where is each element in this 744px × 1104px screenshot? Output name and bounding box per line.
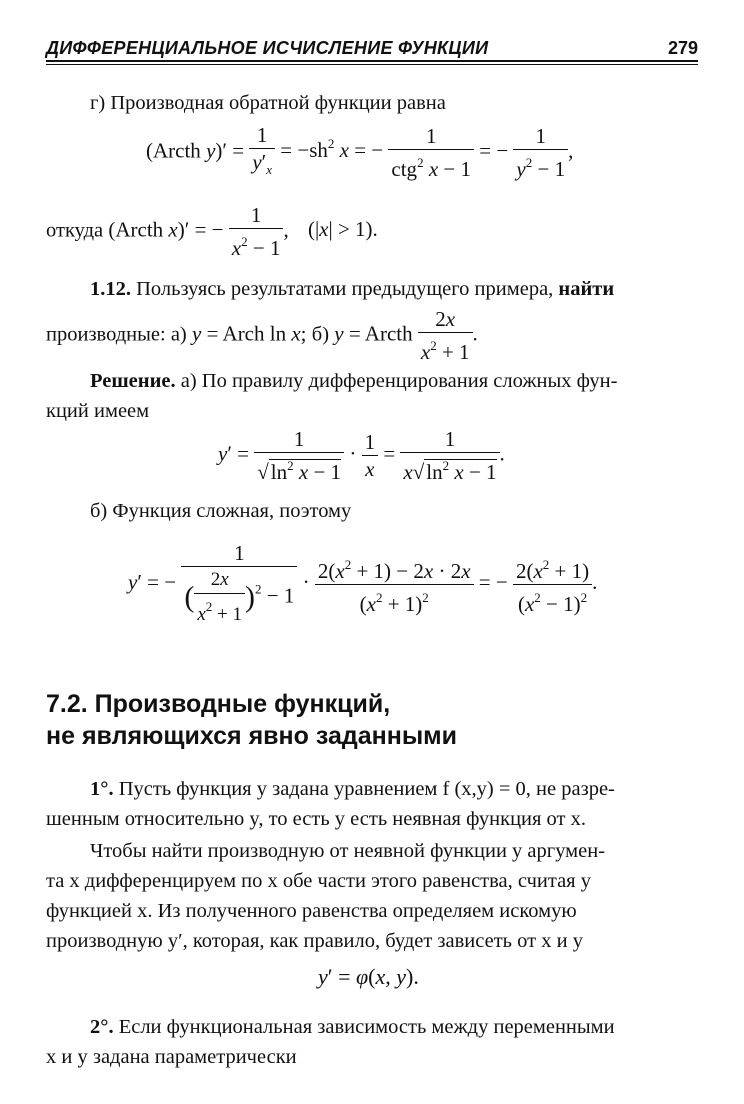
fraction: $\frac{1}{y^2 - 1}$ (513, 123, 568, 182)
paragraph-1-line1: 1°. Пусть функция y задана уравнением f (x,y) = 0, не разре- (90, 778, 615, 800)
paragraph-2-line4: производную y′, которая, как правило, будет зависеть от x и y (46, 930, 583, 952)
header-rule-thin (46, 64, 698, 65)
solution-label: Решение. (90, 370, 176, 392)
fraction: $\frac{1}{ctg^2 x - 1}$ (388, 123, 474, 182)
formula-solution-a: y′ = $\frac{1}{√\ln^2 x - 1}$ · $\frac{1}{x}$ = $\frac{1}{x√\ln^2 x - 1}$ . (218, 427, 505, 484)
result-prefix: откуда (46, 219, 104, 242)
section-title-line1: Производные функций, (94, 690, 391, 718)
paragraph-2-line3: функцией x. Из полученного равенства определяем искомую (46, 900, 577, 922)
formula-lhs: (Arcth y)′ = (146, 138, 245, 163)
fraction: $\frac{1}{y'_x}$ (249, 122, 275, 183)
fraction: $\frac{1}{√\ln^2 x - 1}$ (254, 426, 344, 485)
running-header-title: ДИФФЕРЕНЦИАЛЬНОЕ ИСЧИСЛЕНИЕ ФУНКЦИИ (46, 38, 489, 58)
task-keyword: найти (558, 278, 615, 300)
fraction: $\frac{1}{x}$ (362, 429, 379, 482)
fraction: $\frac{2(x^2 + 1) - 2x \cdot 2x}{(x^2 + 1)^2}$ (315, 552, 474, 617)
result-condition: (|x| > 1). (307, 217, 378, 242)
formula-a: y = Arch ln x; (192, 321, 307, 346)
solution-b-text: б) Функция сложная, поэтому (90, 500, 352, 522)
paragraph-2-line1: Чтобы найти производную от неявной функции y аргумен- (90, 840, 606, 862)
fraction: $\frac{1}{x^2 - 1}$ (229, 202, 284, 261)
section-number: 7.2. (46, 690, 88, 718)
paragraph-number: 1°. (90, 778, 114, 800)
running-header (46, 36, 698, 66)
page-number: 279 (667, 38, 698, 58)
paragraph-2-line2: та x дифференцируем по x обе части этого равенства, считая y (46, 870, 591, 892)
fraction: $\frac{2(x^2 + 1)}{(x^2 - 1)^2}$ (513, 552, 592, 617)
fraction: 1 ( $\frac{2x}{x^2 + 1}$ )$^2$ − 1 (181, 540, 297, 628)
example-112-line2: производные: а) y = Arch ln x; б) y = Arcth $\frac{2x}{x^2 + 1}$ . (46, 307, 478, 364)
paragraph-3-line1: 2°. Если функциональная зависимость между переменными (90, 1016, 615, 1038)
formula-solution-b: y′ = − 1 ( $\frac{2x}{x^2 + 1}$ )$^2$ − 1 · $\frac{2(x^2 + 1) - 2x \cdot 2x}{(x^2 + 1)^2}$ = − $\frac{2(x^2 + 1)}{(x^2 - 1)^2}$ . (128, 540, 597, 628)
paragraph-3-line2: x и y задана параметрически (46, 1046, 297, 1068)
header-rule (46, 60, 698, 62)
solution-line1: Решение. а) По правилу дифференцирования сложных фун- (90, 370, 618, 392)
section-title-line2: не являющихся явно заданными (46, 722, 458, 750)
formula-b: y = Arcth (334, 321, 413, 346)
formula-arcth-result: откуда (Arcth x)′ = − $\frac{1}{x^2 - 1}$ , (|x| > 1). (46, 203, 378, 260)
example-number: 1.12. (90, 278, 131, 300)
fraction: $\frac{1}{x√\ln^2 x - 1}$ (400, 426, 499, 485)
section-heading (46, 688, 390, 720)
solution-line2: кций имеем (46, 400, 150, 422)
paragraph-number: 2°. (90, 1016, 114, 1038)
example-112-line1: 1.12. Пользуясь результатами предыдущего примера, найти (90, 278, 615, 300)
formula-arcth-derivative: (Arcth y)′ = $\frac{1}{y'_x}$ = $-sh^2$ x = − $\frac{1}{ctg^2 x - 1}$ = − $\frac{1}{y^2 - 1}$ , (146, 123, 574, 181)
part-g-intro: г) Производная обратной функции равна (90, 92, 446, 114)
paragraph-1-line2: шенным относительно y, то есть y есть неявная функция от x. (46, 808, 586, 830)
formula-implicit: y′ = φ(x, y). (318, 964, 419, 989)
fraction: $\frac{2x}{x^2 + 1}$ (418, 306, 473, 365)
